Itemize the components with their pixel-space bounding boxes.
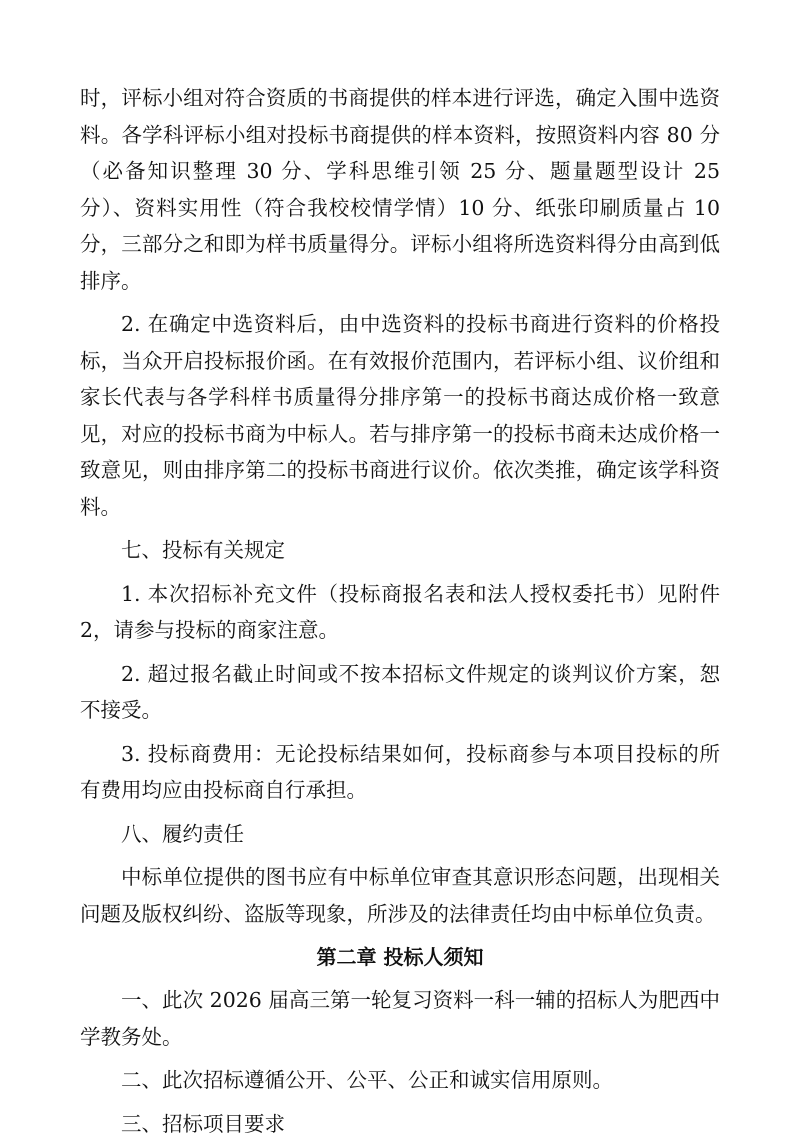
paragraph-rule-2: 2. 超过报名截止时间或不按本招标文件规定的谈判议价方案，恕不接受。	[80, 656, 720, 729]
section-heading-project-requirements: 三、招标项目要求	[80, 1106, 720, 1142]
chapter-title: 第二章 投标人须知	[80, 939, 720, 975]
paragraph-principles: 二、此次招标遵循公开、公平、公正和诚实信用原则。	[80, 1062, 720, 1099]
section-heading-performance: 八、履约责任	[80, 816, 720, 853]
paragraph-liability: 中标单位提供的图书应有中标单位审查其意识形态问题，出现相关问题及版权纠纷、盗版等现象，所涉及的法律责任均由中标单位负责。	[80, 859, 720, 932]
paragraph-tenderer: 一、此次 2026 届高三第一轮复习资料一科一辅的招标人为肥西中学教务处。	[80, 982, 720, 1055]
paragraph-rule-1: 1. 本次招标补充文件（投标商报名表和法人授权委托书）见附件 2，请参与投标的商家注意。	[80, 576, 720, 649]
paragraph-rule-3: 3. 投标商费用：无论投标结果如何，投标商参与本项目投标的所有费用均应由投标商自行承担。	[80, 736, 720, 809]
paragraph-price-bidding: 2. 在确定中选资料后，由中选资料的投标书商进行资料的价格投标，当众开启投标报价函。在有效报价范围内，若评标小组、议价组和家长代表与各学科样书质量得分排序第一的投标书商达成价格一致意见，对应的投标书商为中标人。若与排序第一的投标书商未达成价格一致意见，则由排序第二的投标书商进行议价。依次类推，确定该学科资料。	[80, 306, 720, 525]
document-page	[80, 80, 720, 1142]
paragraph-evaluation-continued: 时，评标小组对符合资质的书商提供的样本进行评选，确定入围中选资料。各学科评标小组对投标书商提供的样本资料，按照资料内容 80 分（必备知识整理 30 分、学科思维引领 25 分、题量题型设计 25 分）、资料实用性（符合我校校情学情）10 分、纸张印刷质量占 10 分，三部分之和即为样书质量得分。评标小组将所选资料得分由高到低排序。	[80, 80, 720, 299]
section-heading-bidding-rules: 七、投标有关规定	[80, 532, 720, 569]
